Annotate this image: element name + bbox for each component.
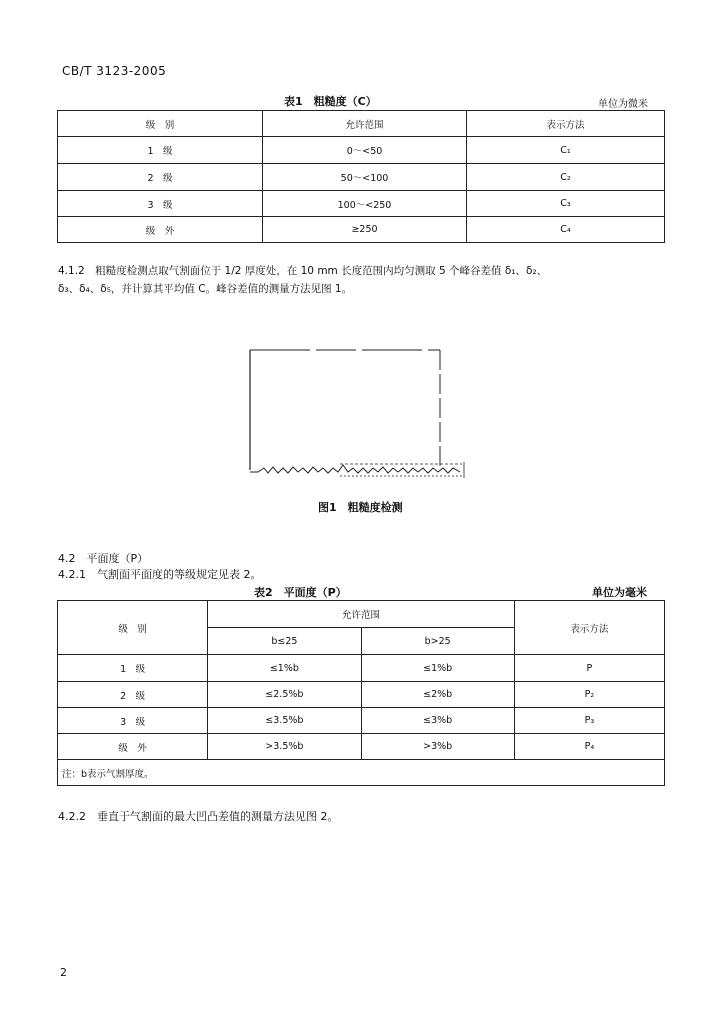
table1-cell: C₃ (467, 191, 665, 217)
table2-cell: P₃ (514, 708, 664, 734)
table2-cell: 2 级 (58, 682, 208, 708)
table-row (58, 655, 665, 682)
table2-cell: ≤1%b (361, 655, 514, 682)
table1-header-range: 允许范围 (263, 111, 467, 137)
table1-cell: C₂ (467, 164, 665, 191)
table1-cell: 2 级 (58, 164, 263, 191)
table2-header-range: 允许范围 (208, 601, 515, 628)
paragraph-line: 4.1.2 粗糙度检测点取气割面位于 1/2 厚度处，在 10 mm 长度范围内均匀测取 5 个峰谷差值 δ₁、δ₂、 (58, 265, 548, 277)
table1-cell: 3 级 (58, 191, 263, 217)
table2 (57, 600, 665, 786)
table-row (58, 708, 665, 734)
table2-unit: 单位为毫米 (592, 586, 647, 599)
table2-cell: P₄ (514, 734, 664, 760)
page-number: 2 (60, 966, 67, 979)
table2-cell: 1 级 (58, 655, 208, 682)
table2-cell: 级 外 (58, 734, 208, 760)
table2-cell: ≤2%b (361, 682, 514, 708)
table2-cell: ≤1%b (208, 655, 361, 682)
table1-cell: ≥250 (263, 217, 467, 243)
table1-header-grade: 级 别 (58, 111, 263, 137)
table1-cell: 级 外 (58, 217, 263, 243)
table1-header-method: 表示方法 (467, 111, 665, 137)
table2-cell: P (514, 655, 664, 682)
section-4-2-1-text: 4.2.1 气割面平面度的等级规定见表 2。 (58, 568, 262, 581)
section-4-2-title: 4.2 平面度（P） (58, 552, 149, 565)
paragraph-4-1-2 (58, 262, 668, 298)
table2-cell: P₂ (514, 682, 664, 708)
table1-cell: C₁ (467, 137, 665, 164)
table1 (57, 110, 665, 243)
paragraph-4-2-2: 4.2.2 垂直于气割面的最大凹凸差值的测量方法见图 2。 (58, 810, 339, 823)
table2-cell: ≤2.5%b (208, 682, 361, 708)
table2-cell: >3%b (361, 734, 514, 760)
table1-cell: C₄ (467, 217, 665, 243)
figure1-caption: 图1 粗糙度检测 (318, 501, 403, 514)
roughness-figure (240, 344, 476, 480)
rough-profile (250, 465, 460, 473)
table2-note: 注：b表示气割厚度。 (58, 760, 665, 786)
table2-cell: >3.5%b (208, 734, 361, 760)
table1-header-row (58, 111, 665, 137)
table1-cell: 100～<250 (263, 191, 467, 217)
table-row (58, 164, 665, 191)
table2-subheader-thick: b>25 (361, 628, 514, 655)
table-row (58, 217, 665, 243)
table2-header-row (58, 601, 665, 628)
table1-cell: 0～<50 (263, 137, 467, 164)
table1-unit: 单位为微米 (598, 99, 648, 110)
table-row (58, 191, 665, 217)
table2-subheader-thin: b≤25 (208, 628, 361, 655)
table2-cell: 3 级 (58, 708, 208, 734)
table2-caption: 表2 平面度（P） (254, 586, 347, 599)
paragraph-line: δ₃、δ₄、δ₅，并计算其平均值 C。峰谷差值的测量方法见图 1。 (58, 283, 353, 295)
table1-cell: 50～<100 (263, 164, 467, 191)
table-row (58, 734, 665, 760)
table2-note-row (58, 760, 665, 786)
table2-cell: ≤3%b (361, 708, 514, 734)
table2-header-method: 表示方法 (514, 601, 664, 655)
table1-cell: 1 级 (58, 137, 263, 164)
table-row (58, 682, 665, 708)
table2-header-grade: 级 别 (58, 601, 208, 655)
table-row (58, 137, 665, 164)
table2-cell: ≤3.5%b (208, 708, 361, 734)
document-header: CB/T 3123-2005 (62, 64, 167, 78)
table1-caption: 表1 粗糙度（C） (284, 95, 377, 108)
